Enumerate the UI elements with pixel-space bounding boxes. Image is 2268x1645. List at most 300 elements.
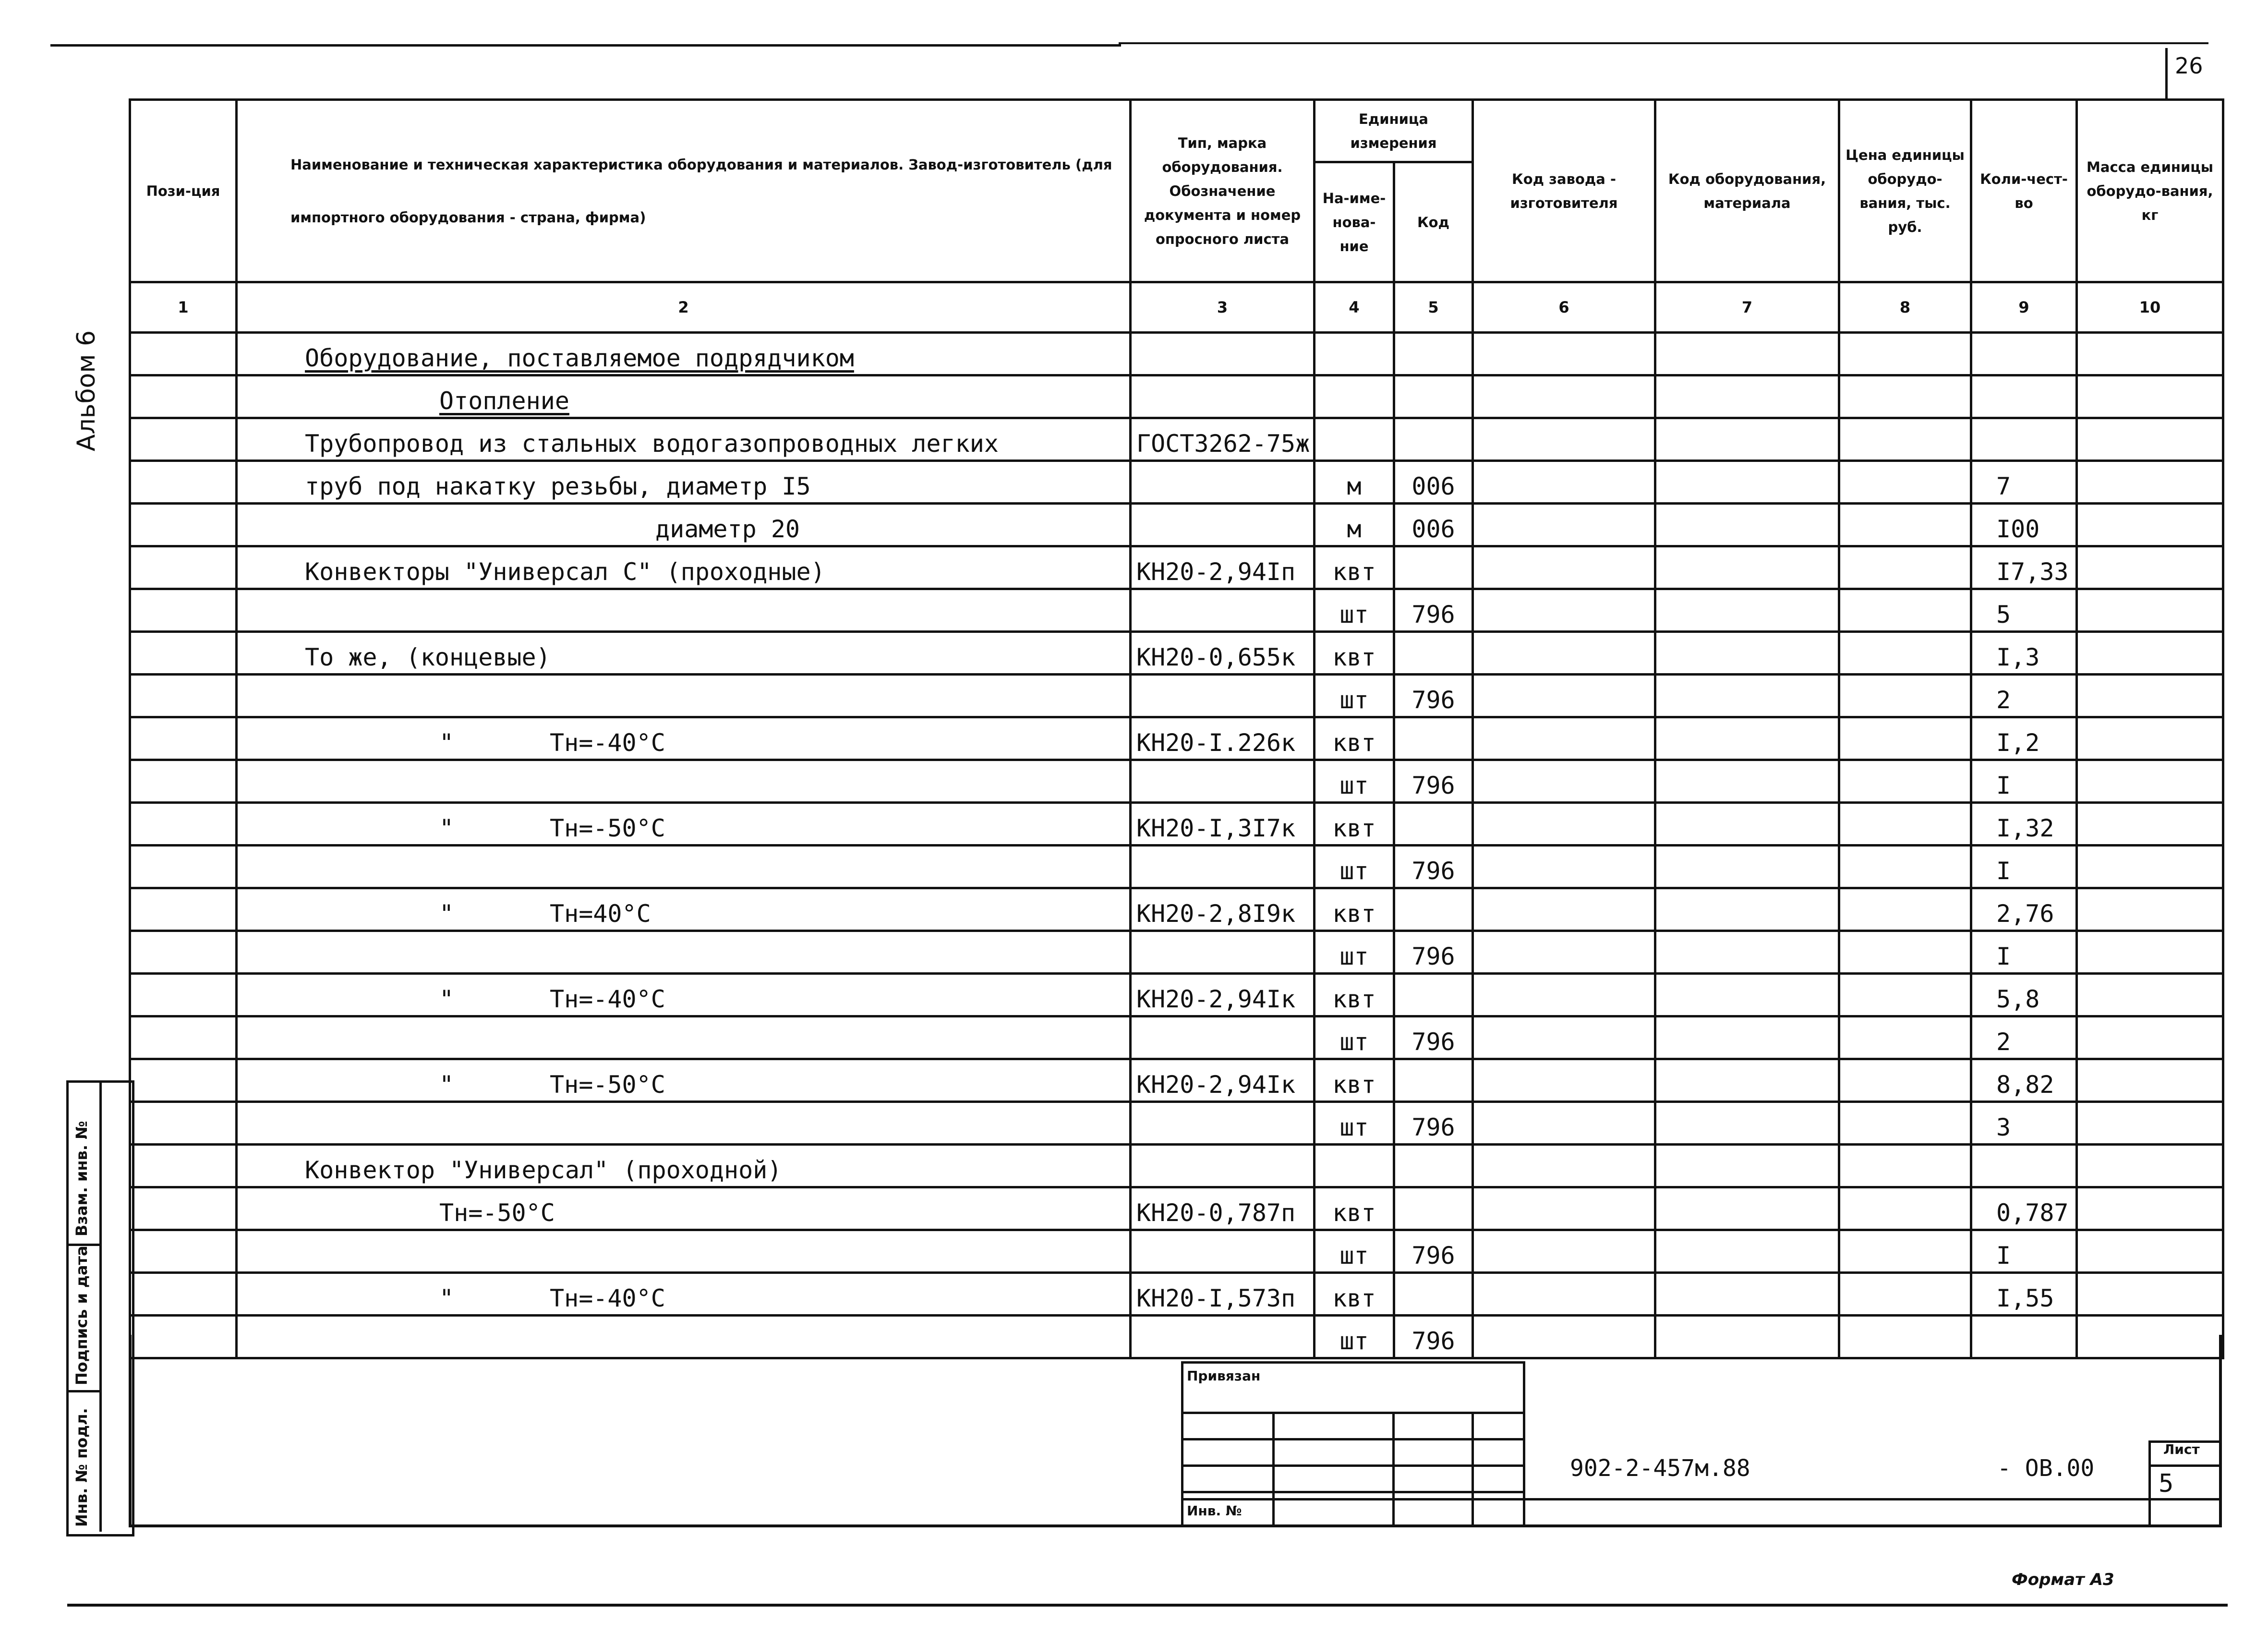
cell-factory-code [1473, 931, 1655, 974]
cell-mass [2077, 760, 2223, 803]
header-quantity: Коли-чест-во [1971, 100, 2077, 282]
cell-name [237, 760, 1131, 803]
cell-factory-code [1473, 760, 1655, 803]
cell-unit-code [1394, 1273, 1473, 1316]
cell-unit-code [1394, 974, 1473, 1016]
cell-quantity: 3 [1971, 1102, 2077, 1145]
cell-quantity [1971, 333, 2077, 375]
row-name-text: Тн=-40°С [550, 985, 665, 1013]
table-row [130, 333, 2223, 375]
cell-equipment-code [1655, 760, 1839, 803]
cell-type [1131, 1145, 1315, 1187]
cell-equipment-code [1655, 1316, 1839, 1358]
cell-equipment-code [1655, 717, 1839, 760]
cell-type [1131, 760, 1315, 803]
cell-price [1839, 632, 1971, 675]
ditto-mark: " [439, 985, 454, 1013]
cell-equipment-code [1655, 1230, 1839, 1273]
header-name: Наименование и техническая характеристика оборудования и материалов. Завод-изготовитель (для импортного оборудования - страна, фирма) [237, 100, 1131, 282]
cell-type: ГОСТ3262-75ж [1131, 418, 1315, 461]
tb-line [1181, 1361, 1183, 1527]
cell-name [237, 675, 1131, 717]
cell-position [130, 546, 237, 589]
cell-type [1131, 589, 1315, 632]
cell-factory-code [1473, 717, 1655, 760]
cell-unit-code: 006 [1394, 461, 1473, 504]
cell-type: КН20-2,94Iп [1131, 546, 1315, 589]
cell-unit: шт [1315, 760, 1394, 803]
table-row [130, 675, 2223, 717]
header-equipment-code: Код оборудования, материала [1655, 100, 1839, 282]
column-number: 9 [1971, 282, 2077, 333]
row-name-text: Отопление [439, 387, 569, 415]
table-row [130, 1059, 2223, 1102]
cell-type [1131, 846, 1315, 888]
cell-price [1839, 461, 1971, 504]
cell-type: КН20-2,94Iк [1131, 974, 1315, 1016]
cell-equipment-code [1655, 504, 1839, 546]
tb-line [1181, 1498, 2222, 1500]
cell-quantity: 2 [1971, 1016, 2077, 1059]
cell-name [237, 1102, 1131, 1145]
cell-unit: шт [1315, 589, 1394, 632]
top-border-line [50, 44, 1121, 47]
cell-mass [2077, 974, 2223, 1016]
table-row [130, 803, 2223, 846]
cell-quantity: I,3 [1971, 632, 2077, 675]
cell-position [130, 1059, 237, 1102]
cell-unit: шт [1315, 1316, 1394, 1358]
cell-position [130, 504, 237, 546]
row-name-text: Тн=40°С [550, 900, 651, 928]
cell-unit: шт [1315, 675, 1394, 717]
table-row [130, 1273, 2223, 1316]
inv-no-label: Инв. № [1187, 1503, 1242, 1519]
linked-label: Привязан [1187, 1368, 1261, 1384]
header-mass: Масса единицы оборудо-вания, кг [2077, 100, 2223, 282]
cell-position [130, 717, 237, 760]
cell-mass [2077, 504, 2223, 546]
cell-mass [2077, 461, 2223, 504]
cell-factory-code [1473, 1187, 1655, 1230]
cell-mass [2077, 1316, 2223, 1358]
cell-equipment-code [1655, 675, 1839, 717]
cell-mass [2077, 1273, 2223, 1316]
cell-name [237, 1316, 1131, 1358]
cell-mass [2077, 717, 2223, 760]
cell-quantity: I [1971, 846, 2077, 888]
cell-quantity: I,2 [1971, 717, 2077, 760]
cell-name [237, 888, 1131, 931]
cell-equipment-code [1655, 333, 1839, 375]
cell-unit: квт [1315, 1187, 1394, 1230]
cell-mass [2077, 1187, 2223, 1230]
cell-unit-code [1394, 418, 1473, 461]
table-row [130, 1187, 2223, 1230]
cell-type: КН20-I,3I7к [1131, 803, 1315, 846]
table-row [130, 504, 2223, 546]
row-name-text: диаметр 20 [655, 515, 800, 543]
cell-type [1131, 333, 1315, 375]
cell-unit-code [1394, 375, 1473, 418]
cell-quantity: I00 [1971, 504, 2077, 546]
table-row [130, 1316, 2223, 1358]
cell-name [237, 1016, 1131, 1059]
cell-quantity: 2,76 [1971, 888, 2077, 931]
table-row [130, 632, 2223, 675]
cell-position [130, 931, 237, 974]
cell-position [130, 760, 237, 803]
cell-factory-code [1473, 1273, 1655, 1316]
cell-quantity: I [1971, 1230, 2077, 1273]
cell-price [1839, 1145, 1971, 1187]
ditto-mark: " [439, 1071, 454, 1099]
document-suffix: - ОВ.00 [1997, 1455, 2095, 1482]
sheet-number-divider [2165, 48, 2168, 101]
cell-unit-code [1394, 1187, 1473, 1230]
cell-equipment-code [1655, 888, 1839, 931]
stamp-cell-inv-original [69, 1392, 99, 1532]
cell-quantity: 2 [1971, 675, 2077, 717]
cell-position [130, 632, 237, 675]
cell-name [237, 717, 1131, 760]
cell-position [130, 675, 237, 717]
cell-position [130, 1102, 237, 1145]
header-unit-code: Код [1394, 162, 1473, 282]
cell-price [1839, 1102, 1971, 1145]
cell-factory-code [1473, 632, 1655, 675]
table-row [130, 418, 2223, 461]
tb-line [2148, 1464, 2222, 1467]
cell-position [130, 461, 237, 504]
cell-unit-code [1394, 803, 1473, 846]
cell-unit-code: 796 [1394, 846, 1473, 888]
column-number: 5 [1394, 282, 1473, 333]
cell-equipment-code [1655, 461, 1839, 504]
header-unit-name: На-име-нова-ние [1315, 162, 1394, 282]
cell-price [1839, 589, 1971, 632]
cell-mass [2077, 1059, 2223, 1102]
cell-price [1839, 717, 1971, 760]
cell-unit-code: 796 [1394, 1102, 1473, 1145]
cell-price [1839, 888, 1971, 931]
cell-name [237, 333, 1131, 375]
tb-line [1523, 1361, 1525, 1527]
header-factory-code: Код завода - изготовителя [1473, 100, 1655, 282]
cell-factory-code [1473, 1145, 1655, 1187]
table-row [130, 589, 2223, 632]
cell-position [130, 1316, 237, 1358]
column-number: 6 [1473, 282, 1655, 333]
cell-equipment-code [1655, 846, 1839, 888]
cell-price [1839, 803, 1971, 846]
tb-line [2148, 1440, 2151, 1527]
cell-unit: квт [1315, 888, 1394, 931]
format-label: Формат А3 [2012, 1570, 2114, 1589]
cell-unit: м [1315, 461, 1394, 504]
table-row [130, 888, 2223, 931]
stamp-signature-label: Подпись и дата [72, 1246, 91, 1385]
cell-name [237, 504, 1131, 546]
document-code: 902-2-457м.88 [1570, 1455, 1750, 1482]
cell-name [237, 589, 1131, 632]
cell-price [1839, 974, 1971, 1016]
column-number: 10 [2077, 282, 2223, 333]
cell-unit: шт [1315, 846, 1394, 888]
row-name-text: Тн=-50°С [439, 1199, 555, 1227]
cell-equipment-code [1655, 931, 1839, 974]
row-name-text: Оборудование, поставляемое подрядчиком [305, 344, 854, 372]
tb-line [1272, 1412, 1275, 1527]
header-price: Цена единицы оборудо-вания, тыс. руб. [1839, 100, 1971, 282]
cell-position [130, 1145, 237, 1187]
table-row [130, 760, 2223, 803]
cell-equipment-code [1655, 1059, 1839, 1102]
cell-type [1131, 931, 1315, 974]
ditto-mark: " [439, 1284, 454, 1312]
cell-quantity: I [1971, 931, 2077, 974]
cell-unit: шт [1315, 931, 1394, 974]
cell-name [237, 632, 1131, 675]
cell-factory-code [1473, 1016, 1655, 1059]
cell-name [237, 461, 1131, 504]
cell-name [237, 931, 1131, 974]
cell-position [130, 418, 237, 461]
cell-equipment-code [1655, 1273, 1839, 1316]
cell-unit: шт [1315, 1102, 1394, 1145]
row-name-text: Тн=-50°С [550, 1071, 665, 1099]
cell-name [237, 1273, 1131, 1316]
row-name-text: Тн=-40°С [550, 729, 665, 757]
cell-price [1839, 418, 1971, 461]
cell-factory-code [1473, 333, 1655, 375]
cell-price [1839, 546, 1971, 589]
cell-quantity [1971, 375, 2077, 418]
cell-unit-code: 796 [1394, 760, 1473, 803]
cell-equipment-code [1655, 803, 1839, 846]
column-number: 4 [1315, 282, 1394, 333]
stamp-divider [99, 1083, 102, 1532]
cell-type [1131, 675, 1315, 717]
album-label: Альбом 6 [72, 330, 101, 451]
specification-table [129, 98, 2224, 1359]
cell-price [1839, 675, 1971, 717]
cell-unit-code: 796 [1394, 1016, 1473, 1059]
cell-factory-code [1473, 504, 1655, 546]
row-name-text: То же, (концевые) [305, 643, 551, 671]
cell-quantity: 0,787 [1971, 1187, 2077, 1230]
row-name-text: Тн=-50°С [550, 814, 665, 842]
cell-factory-code [1473, 974, 1655, 1016]
cell-mass [2077, 546, 2223, 589]
cell-type [1131, 1102, 1315, 1145]
cell-mass [2077, 1102, 2223, 1145]
row-name-text: Тн=-40°С [550, 1284, 665, 1312]
cell-price [1839, 1187, 1971, 1230]
cell-equipment-code [1655, 589, 1839, 632]
cell-quantity: I [1971, 760, 2077, 803]
column-number: 8 [1839, 282, 1971, 333]
cell-type: КН20-0,787п [1131, 1187, 1315, 1230]
cell-position [130, 1016, 237, 1059]
cell-mass [2077, 1230, 2223, 1273]
sheet-value: 5 [2159, 1469, 2174, 1498]
ditto-mark: " [439, 729, 454, 757]
table-row [130, 375, 2223, 418]
cell-position [130, 1187, 237, 1230]
cell-price [1839, 760, 1971, 803]
cell-unit: квт [1315, 717, 1394, 760]
column-number: 2 [237, 282, 1131, 333]
cell-equipment-code [1655, 418, 1839, 461]
cell-name [237, 803, 1131, 846]
cell-name [237, 974, 1131, 1016]
cell-mass [2077, 375, 2223, 418]
cell-name [237, 1187, 1131, 1230]
table-row [130, 1230, 2223, 1273]
cell-unit: квт [1315, 1273, 1394, 1316]
cell-unit: квт [1315, 974, 1394, 1016]
cell-factory-code [1473, 888, 1655, 931]
cell-price [1839, 333, 1971, 375]
cell-type: КН20-2,94Iк [1131, 1059, 1315, 1102]
cell-price [1839, 931, 1971, 974]
tb-line [1181, 1361, 1524, 1364]
cell-unit-code [1394, 546, 1473, 589]
cell-unit-code: 796 [1394, 931, 1473, 974]
cell-unit: шт [1315, 1016, 1394, 1059]
cell-position [130, 375, 237, 418]
cell-position [130, 333, 237, 375]
cell-price [1839, 504, 1971, 546]
cell-unit [1315, 333, 1394, 375]
cell-type [1131, 1316, 1315, 1358]
cell-mass [2077, 1016, 2223, 1059]
cell-quantity: 7 [1971, 461, 2077, 504]
cell-type [1131, 461, 1315, 504]
cell-factory-code [1473, 1059, 1655, 1102]
row-name-text: труб под накатку резьбы, диаметр I5 [305, 472, 811, 500]
cell-mass [2077, 888, 2223, 931]
cell-equipment-code [1655, 974, 1839, 1016]
row-name-text: Трубопровод из стальных водогазопроводных легких [305, 430, 999, 458]
cell-equipment-code [1655, 546, 1839, 589]
table-row [130, 461, 2223, 504]
cell-quantity: I,32 [1971, 803, 2077, 846]
top-border-line-right [1119, 42, 2208, 44]
cell-mass [2077, 803, 2223, 846]
cell-unit [1315, 375, 1394, 418]
cell-unit-code [1394, 1059, 1473, 1102]
cell-factory-code [1473, 461, 1655, 504]
table-row [130, 1145, 2223, 1187]
cell-equipment-code [1655, 1145, 1839, 1187]
cell-mass [2077, 675, 2223, 717]
cell-unit-code [1394, 333, 1473, 375]
cell-position [130, 1273, 237, 1316]
table-row [130, 717, 2223, 760]
cell-equipment-code [1655, 632, 1839, 675]
cell-unit: шт [1315, 1230, 1394, 1273]
cell-factory-code [1473, 1316, 1655, 1358]
table-row [130, 846, 2223, 888]
cell-name [237, 546, 1131, 589]
column-number: 3 [1131, 282, 1315, 333]
cell-quantity: 5,8 [1971, 974, 2077, 1016]
table-row [130, 1016, 2223, 1059]
cell-mass [2077, 418, 2223, 461]
cell-price [1839, 1059, 1971, 1102]
tb-line [1472, 1412, 1474, 1527]
stamp-replaced-inv-label: Взам. инв. № [72, 1121, 91, 1236]
table-row [130, 974, 2223, 1016]
cell-position [130, 1230, 237, 1273]
cell-factory-code [1473, 675, 1655, 717]
ditto-mark: " [439, 900, 454, 928]
table-row [130, 546, 2223, 589]
title-block [1181, 1361, 2222, 1527]
cell-quantity [1971, 1316, 2077, 1358]
cell-unit-code [1394, 888, 1473, 931]
cell-unit-code: 006 [1394, 504, 1473, 546]
cell-name [237, 418, 1131, 461]
cell-price [1839, 846, 1971, 888]
cell-name [237, 846, 1131, 888]
side-stamp [66, 1080, 134, 1536]
row-name-text: Конвектор "Универсал" (проходной) [305, 1156, 782, 1184]
cell-unit-code: 796 [1394, 1316, 1473, 1358]
cell-factory-code [1473, 1102, 1655, 1145]
cell-mass [2077, 632, 2223, 675]
cell-price [1839, 375, 1971, 418]
header-type: Тип, марка оборудования. Обозначение документа и номер опросного листа [1131, 100, 1315, 282]
column-number: 7 [1655, 282, 1839, 333]
bottom-border-line [67, 1604, 2228, 1607]
stamp-cell-replaced-inv [69, 1083, 99, 1246]
cell-unit-code [1394, 717, 1473, 760]
cell-mass [2077, 1145, 2223, 1187]
frame-left-line [129, 1335, 132, 1527]
cell-factory-code [1473, 846, 1655, 888]
cell-name [237, 375, 1131, 418]
cell-price [1839, 1230, 1971, 1273]
cell-quantity: 8,82 [1971, 1059, 2077, 1102]
cell-position [130, 803, 237, 846]
row-name-text: Конвекторы "Универсал С" (проходные) [305, 558, 825, 586]
column-number: 1 [130, 282, 237, 333]
cell-unit-code: 796 [1394, 1230, 1473, 1273]
cell-mass [2077, 931, 2223, 974]
sheet-number: 26 [2175, 53, 2203, 79]
cell-quantity: 5 [1971, 589, 2077, 632]
cell-unit-code [1394, 632, 1473, 675]
cell-name [237, 1230, 1131, 1273]
cell-position [130, 846, 237, 888]
cell-type: КН20-2,8I9к [1131, 888, 1315, 931]
cell-mass [2077, 589, 2223, 632]
cell-unit [1315, 418, 1394, 461]
cell-position [130, 974, 237, 1016]
ditto-mark: " [439, 814, 454, 842]
sheet-label: Лист [2163, 1441, 2200, 1457]
cell-type: КН20-0,655к [1131, 632, 1315, 675]
cell-unit: м [1315, 504, 1394, 546]
cell-price [1839, 1016, 1971, 1059]
cell-unit: квт [1315, 803, 1394, 846]
cell-unit: квт [1315, 632, 1394, 675]
cell-type [1131, 1230, 1315, 1273]
stamp-cell-signature [69, 1246, 99, 1392]
